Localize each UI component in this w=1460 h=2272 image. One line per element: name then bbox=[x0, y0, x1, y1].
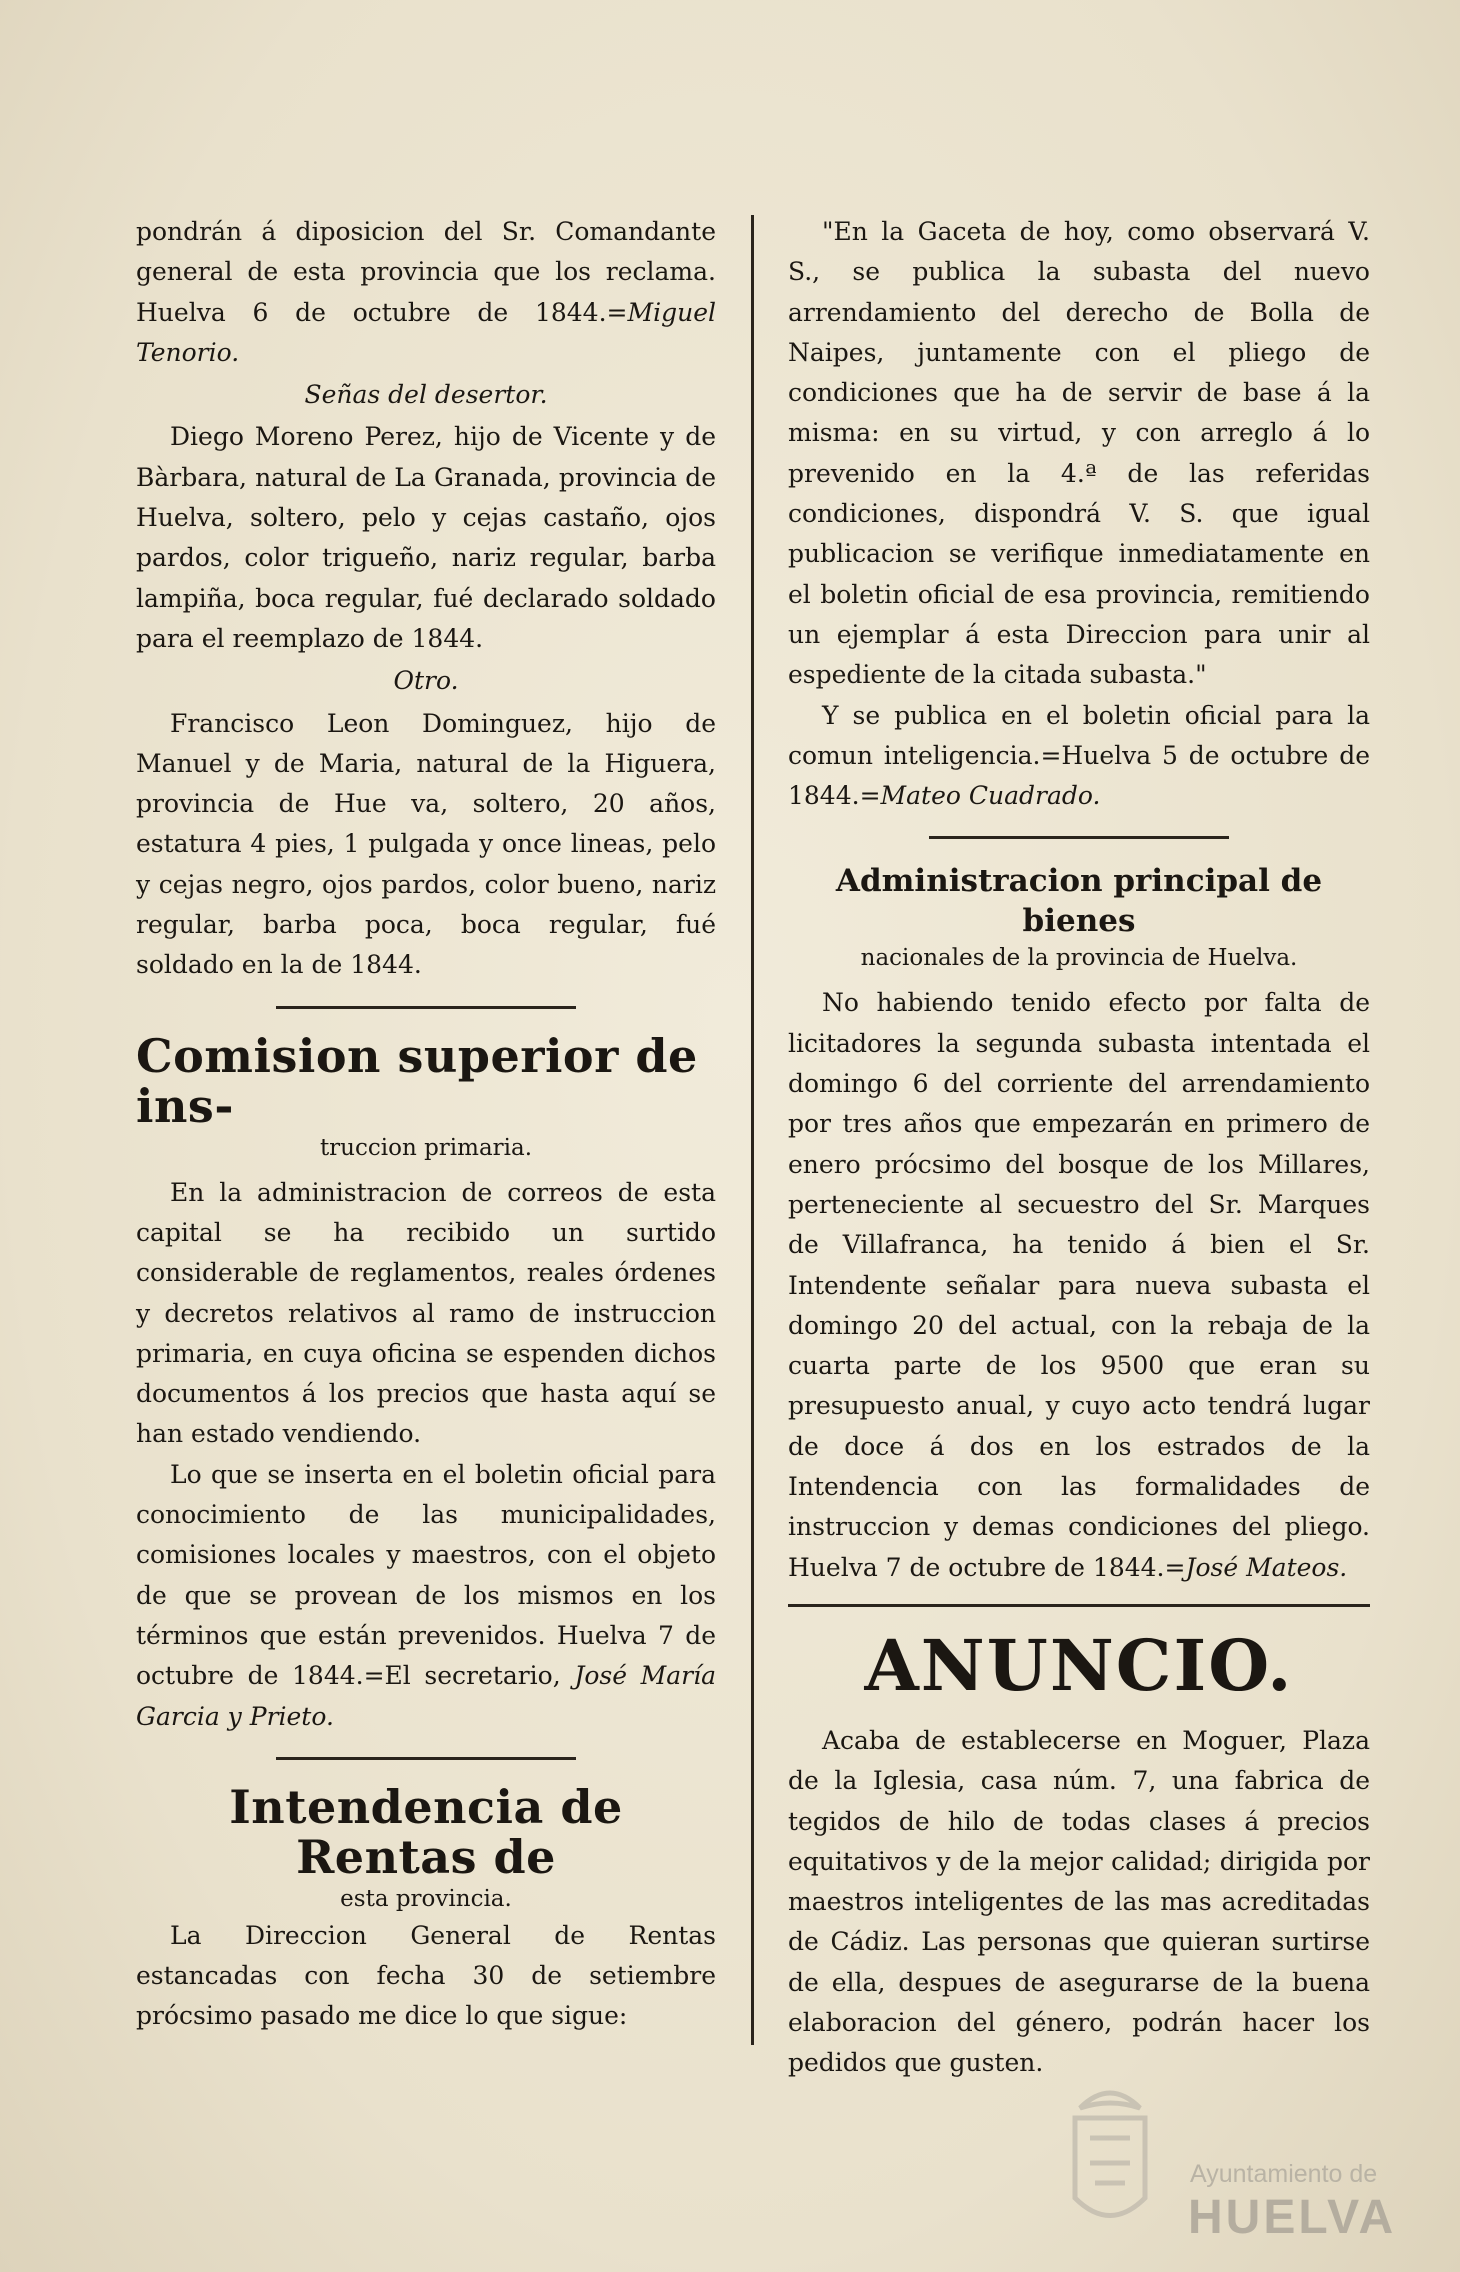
section-divider bbox=[276, 1757, 576, 1760]
left-column bbox=[136, 212, 716, 2037]
signature-mateo-cuadrado: Mateo Cuadrado. bbox=[880, 781, 1101, 811]
gaceta-quote: "En la Gaceta de hoy, como observará V. S., se publica la subasta del nuevo arrendamiento del derecho de Bolla de Naipes, juntamente con el pliego de condiciones que ha de servir de base á la misma: en su virtud, y con arreglo á lo prevenido en la 4.ª de las referidas condiciones, dispondrá V. S. que igual publicacion se verifique inmediatamente en el boletin oficial de esa provincia, remitiendo un ejemplar á esta Direccion para unir al espediente de la citada subasta." bbox=[788, 217, 1370, 690]
comision-subheading: truccion primaria. bbox=[319, 1134, 533, 1161]
right-column bbox=[788, 212, 1370, 2084]
section-divider bbox=[929, 836, 1229, 839]
desertor-description-2: Francisco Leon Dominguez, hijo de Manuel y de Maria, natural de la Higuera, provincia de Hue va, soltero, 20 años, estatura 4 pies, 1 pulgada y once lineas, pelo y cejas negro, ojos pardos, color bueno, nariz regular, barba poca, boca regular, fué soldado en la de 1844. bbox=[136, 708, 716, 980]
otro-heading: Otro. bbox=[393, 666, 459, 696]
desertor-description-1: Diego Moreno Perez, hijo de Vicente y de Bàrbara, natural de La Granada, provincia de Huelva, soltero, pelo y cejas castaño, ojos pardos, color trigueño, nariz regular, barba lampiña, boca regular, fué declarado soldado para el reemplazo de 1844. bbox=[136, 422, 716, 653]
administracion-heading: Administracion principal de bienes bbox=[835, 863, 1323, 940]
watermark-line-1: Ayuntamiento de bbox=[1190, 2160, 1378, 2188]
desertor-notice-end: pondrán á diposicion del Sr. Comandante general de esta provincia que los reclama. Huelva 6 de octubre de 1844.=Miguel Tenorio. bbox=[136, 217, 716, 367]
senas-heading: Señas del desertor. bbox=[304, 380, 548, 410]
intendencia-paragraph: La Direccion General de Rentas estancadas con fecha 30 de setiembre prócsimo pasado me dice lo que sigue: bbox=[136, 1920, 716, 2031]
signature-jose-mateos: José Mateos. bbox=[1185, 1552, 1348, 1582]
watermark-line-2: HUELVA bbox=[1188, 2191, 1397, 2244]
administracion-subheading: nacionales de la provincia de Huelva. bbox=[860, 945, 1298, 972]
anuncio-paragraph: Acaba de establecerse en Moguer, Plaza de la Iglesia, casa núm. 7, una fabrica de tegidos de hilo de todas clases á precios equitativos y de la mejor calidad; dirigida por maestros inteligentes de las mas acreditadas de Cádiz. Las personas que quieran surtirse de ella, despues de asegurarse de la buena elaboracion del género, podrán hacer los pedidos que gusten. bbox=[788, 1725, 1370, 2078]
section-divider bbox=[276, 1006, 576, 1009]
intendencia-subheading: esta provincia. bbox=[340, 1885, 512, 1912]
intendencia-heading: Intendencia de Rentas de bbox=[229, 1779, 623, 1884]
section-divider bbox=[788, 1604, 1370, 1607]
anuncio-heading: ANUNCIO. bbox=[864, 1623, 1294, 1707]
publication-note: Y se publica en el boletin oficial para la comun inteligencia.=Huelva 5 de octubre de 1844.= bbox=[788, 700, 1370, 811]
signature-jose-maria-garcia: José María Garcia y Prieto. bbox=[136, 1661, 716, 1731]
signature-miguel-tenorio: Miguel Tenorio. bbox=[136, 297, 716, 367]
column-rule bbox=[751, 215, 754, 2045]
comision-paragraph-1: En la administracion de correos de esta capital se ha recibido un surtido considerable de reglamentos, reales órdenes y decretos relativos al ramo de instruccion primaria, en cuya oficina se espenden dichos documentos á los precios que hasta aquí se han estado vendiendo. bbox=[136, 1177, 716, 1449]
subasta-paragraph: No habiendo tenido efecto por falta de licitadores la segunda subasta intentada el domingo 6 del corriente del arrendamiento por tres años que empezarán en primero de enero prócsimo del bosque de los Millares, perteneciente al secuestro del Sr. Marques de Villafranca, ha tenido á bien el Sr. Intendente señalar para nueva subasta el domingo 20 del actual, con la rebaja de la cuarta parte de los 9500 que eran su presupuesto anual, y cuyo acto tendrá lugar de doce á dos en los estrados de la Intendencia con las formalidades de instruccion y demas condiciones del pliego. Huelva 7 de octubre de 1844.= bbox=[788, 988, 1370, 1582]
comision-paragraph-2: Lo que se inserta en el boletin oficial para conocimiento de las municipalidades, comisiones locales y maestros, con el objeto de que se provean de los mismos en los términos que están prevenidos. Huelva 7 de octubre de 1844.=El secretario, José María Garcia y Prieto. bbox=[136, 1459, 716, 1731]
comision-heading: Comision superior de ins- bbox=[136, 1028, 698, 1133]
